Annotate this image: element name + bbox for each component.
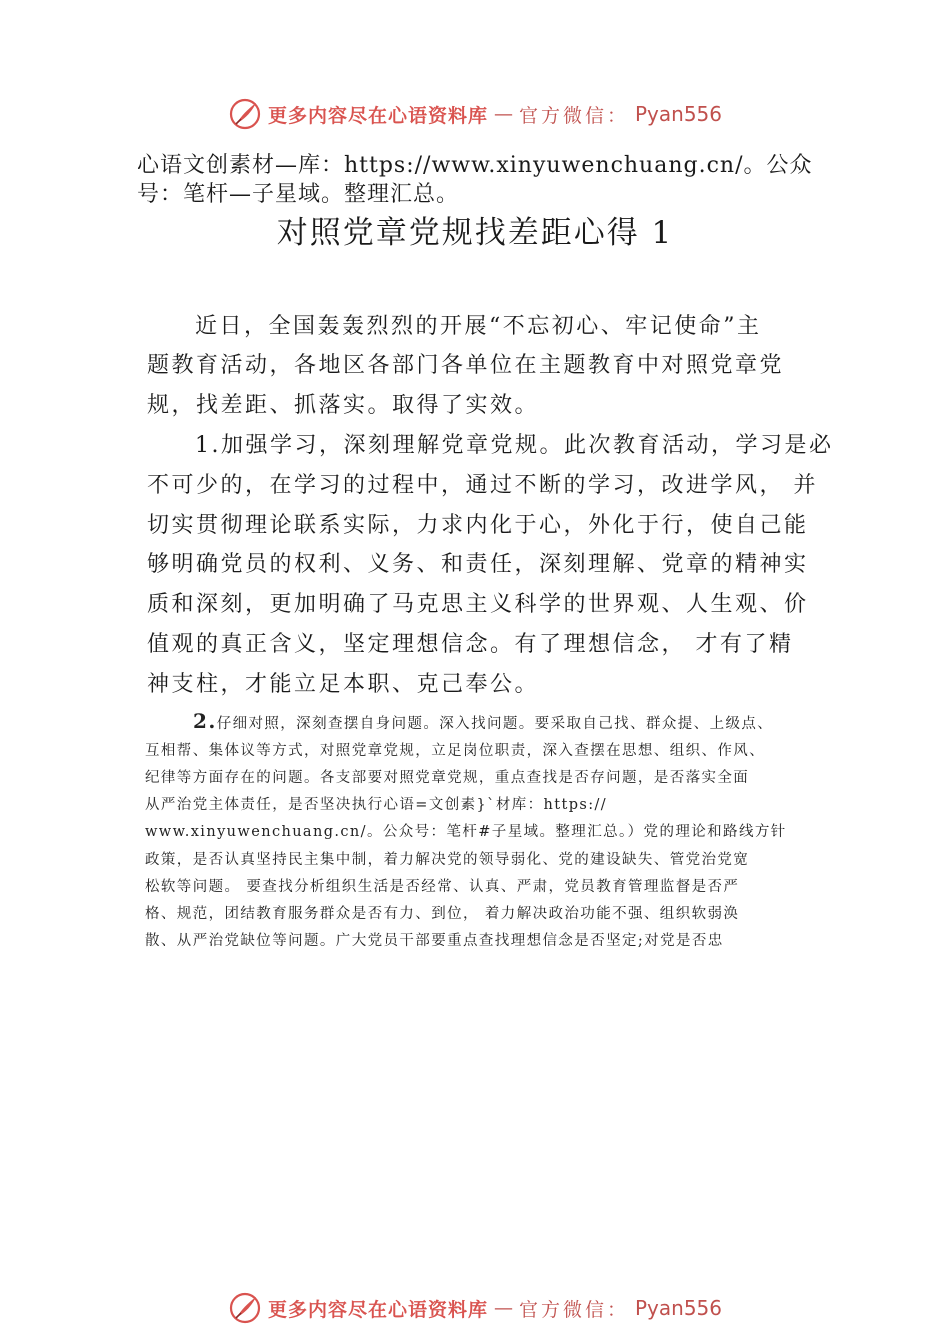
section-1-line: 值观的真正含义，坚定理想信念。有了理想信念， 才有了精 — [147, 632, 794, 657]
footer-watermark-banner — [0, 1288, 950, 1328]
section-2-line: 从严治党主体责任，是否坚决执行心语=文创素}`材库：https:// — [145, 797, 608, 813]
banner-separator: — — [493, 103, 513, 125]
section-1-line: 1.加强学习，深刻理解党章党规。此次教育活动，学习是必 — [195, 433, 834, 458]
banner-main-text: 更多内容尽在心语资料库 — [267, 104, 488, 127]
section-1-line: 神支柱，才能立足本职、克己奉公。 — [147, 672, 540, 697]
section-2-line: www.xinyuwenchuang.cn/。公众号：笔杆#子星域。整理汇总。）党的理论和路线方针 — [145, 824, 787, 840]
section-2-line: 格、规范，团结教育服务群众是否有力、到位， 着力解决政治功能不强、组织软弱涣 — [145, 906, 740, 922]
section-2-line: 散、从严治党缺位等问题。广大党员干部要重点查找理想信念是否坚定;对党是否忠 — [145, 933, 724, 949]
intro-line: 规，找差距、抓落实。取得了实效。 — [147, 393, 540, 418]
section-2-line: 政策，是否认真坚持民主集中制，着力解决党的领导弱化、党的建设缺失、管党治党宽 — [145, 852, 750, 868]
section-1-line: 质和深刻，更加明确了马克思主义科学的世界观、人生观、价 — [147, 592, 809, 617]
section-2-first-line — [193, 711, 773, 734]
banner-wechat-id: Pyan556 — [635, 102, 723, 126]
banner-separator: — — [493, 1297, 513, 1319]
section-2-number: 2. — [193, 709, 217, 733]
section-2-line: 纪律等方面存在的问题。各支部要对照党章党规，重点查找是否存问题，是否落实全面 — [145, 770, 750, 786]
source-line-1: 心语文创素材—库：https://www.xinyuwenchuang.cn/。公众 — [137, 153, 813, 178]
section-2-line: 互相帮、集体议等方式，对照党章党规，立足岗位职责，深入查摆在思想、组织、作风、 — [145, 743, 766, 759]
header-watermark-banner — [0, 94, 950, 134]
section-1-line: 够明确党员的权利、义务、和责任，深刻理解、党章的精神实 — [147, 552, 809, 577]
banner-wechat-id: Pyan556 — [635, 1296, 723, 1320]
intro-line: 近日，全国轰轰烈烈的开展“不忘初心、牢记使命”主 — [195, 314, 762, 339]
source-line-2: 号：笔杆—子星域。整理汇总。 — [137, 182, 460, 207]
section-1-line: 切实贯彻理论联系实际，力求内化于心，外化于行，使自己能 — [147, 513, 809, 538]
page-title: 对照党章党规找差距心得 1 — [276, 215, 674, 251]
banner-wechat-label: 官方微信： — [518, 1298, 629, 1321]
quill-pen-logo-icon — [228, 1291, 262, 1325]
section-2-line: 松软等问题。 要查找分析组织生活是否经常、认真、严肃，党员教育管理监督是否严 — [145, 879, 740, 895]
quill-pen-logo-icon — [228, 97, 262, 131]
banner-wechat-label: 官方微信： — [518, 104, 629, 127]
intro-line: 题教育活动，各地区各部门各单位在主题教育中对照党章党 — [147, 353, 785, 378]
section-1-line: 不可少的，在学习的过程中，通过不断的学习，改进学风， 并 — [147, 473, 818, 498]
section-2-line: 仔细对照，深刻查摆自身问题。深入找问题。要采取自己找、群众提、上级点、 — [216, 716, 774, 732]
banner-main-text: 更多内容尽在心语资料库 — [267, 1298, 488, 1321]
